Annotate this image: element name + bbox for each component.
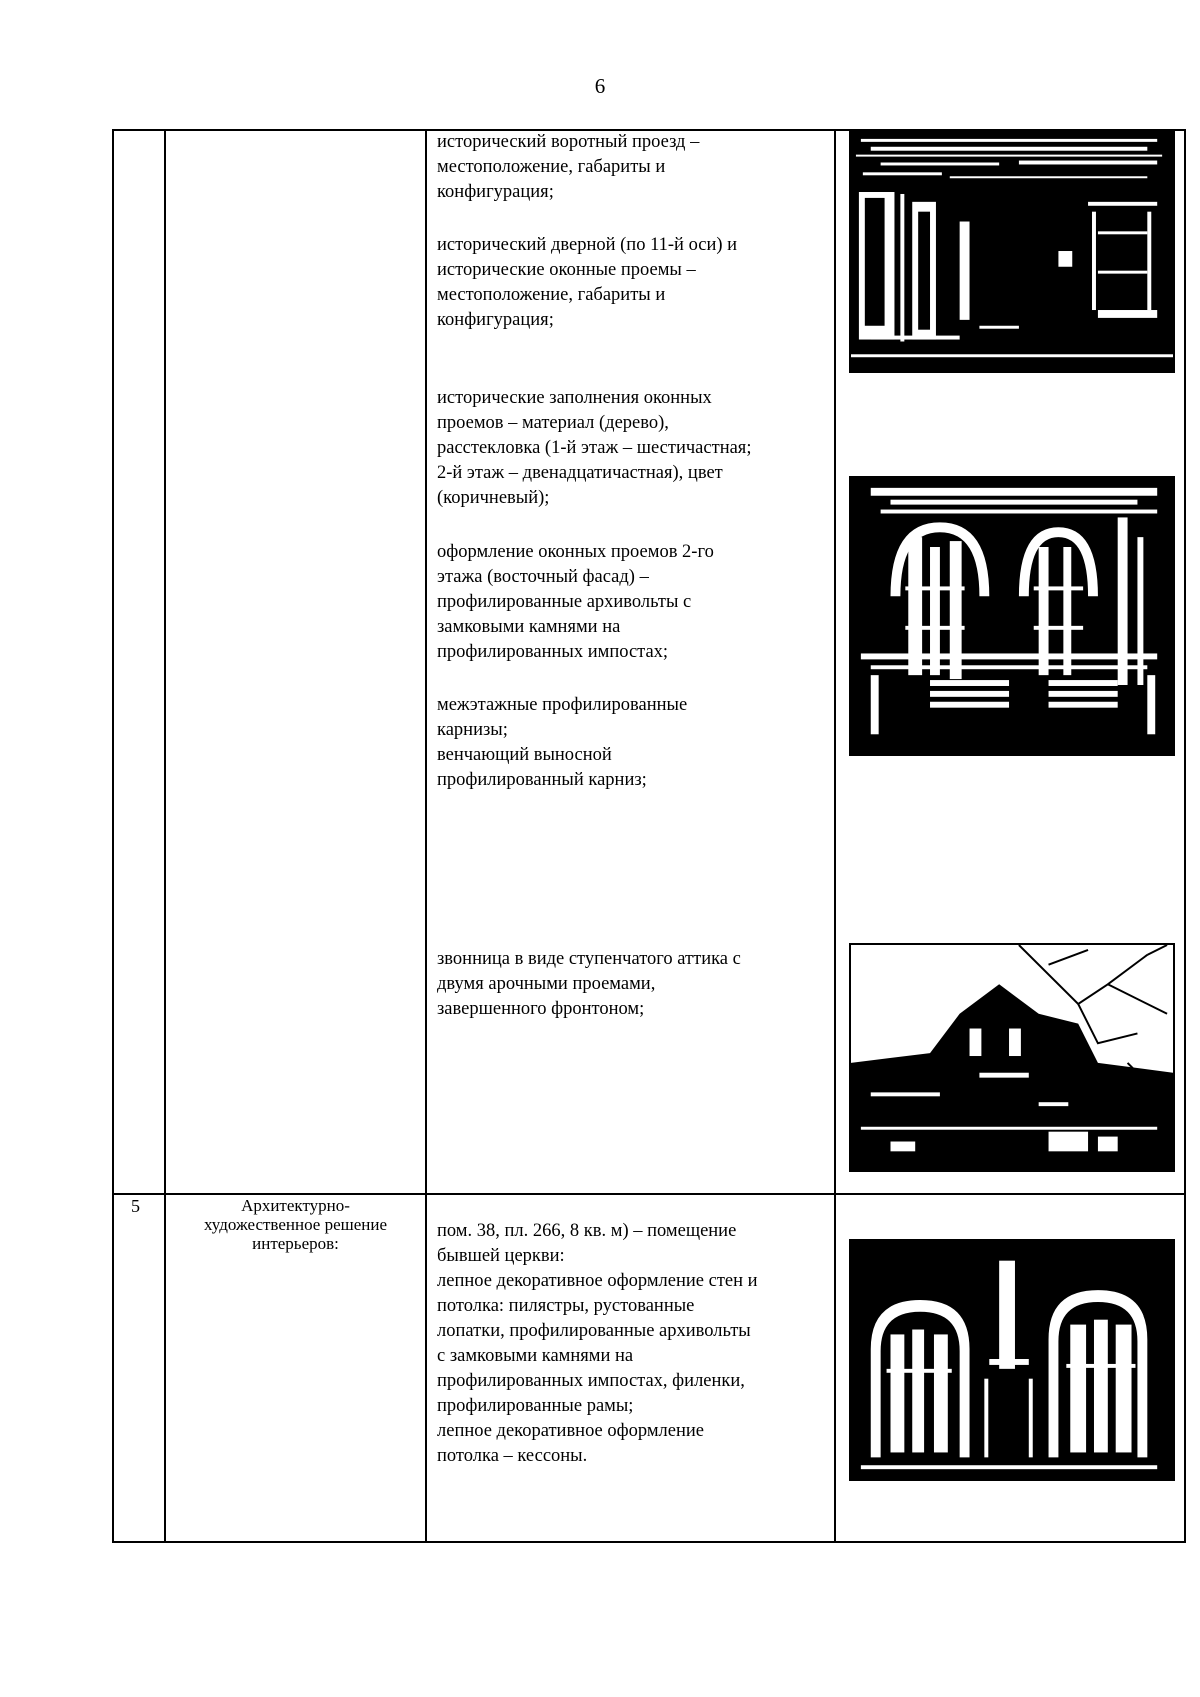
table-right-border	[1184, 129, 1186, 1543]
photo-facade-gate	[849, 131, 1175, 373]
photo-bell-tower-attic	[849, 943, 1175, 1172]
element-zvonnitsa: звонница в виде ступенчатого аттика с двумя арочными проемами, завершенного фронтоном;	[437, 949, 741, 1019]
photo-church-interior-image	[851, 1241, 1173, 1479]
element-dvernoy-i-okonnye-proemy: исторический дверной (по 11-й оси) и исторические оконные проемы – местоположение, габариты и конфигурация;	[437, 235, 738, 330]
photo-windows-archivolts	[849, 476, 1175, 756]
element-oformlenie-proemov: оформление оконных проемов 2-го этажа (восточный фасад) – профилированные архивольты с замковыми камнями на профилированных импостах;	[437, 542, 714, 662]
table-bottom-border	[112, 1541, 1186, 1543]
element-zapolneniya-proemov: исторические заполнения оконных проемов – материал (дерево), расстекловка (1-й этаж – шестичастная; 2-й этаж – двенадцатичастная), цвет (коричневый);	[437, 388, 752, 508]
table-left-border	[112, 129, 114, 1543]
row-title: Архитектурно- художественное решение интерьеров:	[203, 1196, 388, 1253]
column-divider-2	[425, 129, 427, 1543]
page-number: 6	[594, 74, 606, 98]
element-voronny-proezd: исторический воротный проезд – местоположение, габариты и конфигурация;	[437, 132, 700, 202]
photo-church-interior	[849, 1239, 1175, 1481]
element-karnizy: межэтажные профилированные карнизы; венчающий выносной профилированный карниз;	[437, 695, 688, 790]
row-number: 5	[131, 1196, 140, 1216]
column-divider-1	[164, 129, 166, 1543]
element-interiors: пом. 38, пл. 266, 8 кв. м) – помещение бывшей церкви: лепное декоративное оформление стен и потолка: пилястры, рустованные лопатки, профилированные архивольты с замковыми камнями на профилированных импостах, филенки, профилированные рамы; лепное декоративное оформление потолка – кессоны.	[437, 1221, 758, 1466]
photo-bell-tower-attic-image	[851, 945, 1173, 1170]
photo-windows-archivolts-image	[851, 478, 1173, 754]
row-divider	[112, 1193, 1186, 1195]
column-divider-3	[834, 129, 836, 1543]
photo-facade-gate-image	[851, 133, 1173, 371]
